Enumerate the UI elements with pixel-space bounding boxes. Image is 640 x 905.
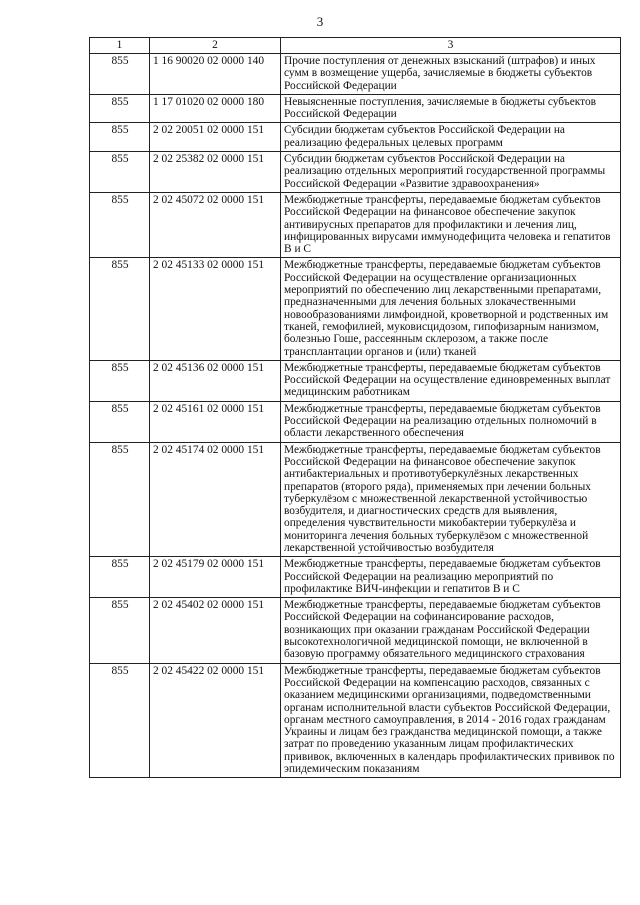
table-row bbox=[90, 663, 621, 778]
row-admin-code: 855 bbox=[90, 54, 150, 95]
row-budget-code: 2 02 45072 02 0000 151 bbox=[150, 192, 281, 257]
row-revenue-name: Межбюджетные трансферты, передаваемые бюджетам субъектов Российской Федерации на компенсацию расходов, связанных с оказанием медицинскими организациями, подведомственными органам исполнительной власти субъектов Российской Федерации, органам местного самоуправления, в 2014 - 2016 годах гражданам Украины и лицам без гражданства медицинской помощи, а также затрат по проведению указанным лицам профилактических прививок, включенных в календарь профилактических прививок по эпидемическим показаниям bbox=[281, 663, 621, 778]
table-row bbox=[90, 442, 621, 557]
row-revenue-name: Межбюджетные трансферты, передаваемые бюджетам субъектов Российской Федерации на реализацию мероприятий по профилактике ВИЧ-инфекции и гепатитов В и С bbox=[281, 557, 621, 598]
table-row bbox=[90, 401, 621, 442]
row-budget-code: 2 02 45161 02 0000 151 bbox=[150, 401, 281, 442]
row-budget-code: 2 02 45136 02 0000 151 bbox=[150, 360, 281, 401]
table-row bbox=[90, 360, 621, 401]
row-budget-code: 2 02 45422 02 0000 151 bbox=[150, 663, 281, 778]
row-revenue-name: Невыясненные поступления, зачисляемые в бюджеты субъектов Российской Федерации bbox=[281, 94, 621, 123]
row-admin-code: 855 bbox=[90, 401, 150, 442]
row-admin-code: 855 bbox=[90, 557, 150, 598]
row-revenue-name: Межбюджетные трансферты, передаваемые бюджетам субъектов Российской Федерации на осуществление единовременных выплат медицинским работникам bbox=[281, 360, 621, 401]
table-row bbox=[90, 123, 621, 152]
row-admin-code: 855 bbox=[90, 94, 150, 123]
row-revenue-name: Межбюджетные трансферты, передаваемые бюджетам субъектов Российской Федерации на осуществление организационных мероприятий по обеспечению лиц лекарственными препаратами, предназначенными для лечения больных злокачественными новообразованиями лимфоидной, кроветворной и родственных им тканей, гемофилией, муковисцидозом, гипофизарным нанизмом, болезнью Гоше, рассеянным склерозом, а также после трансплантации органов и (или) тканей bbox=[281, 258, 621, 360]
column-header-name: 3 bbox=[281, 38, 621, 54]
table-row bbox=[90, 152, 621, 193]
row-budget-code: 1 17 01020 02 0000 180 bbox=[150, 94, 281, 123]
row-admin-code: 855 bbox=[90, 192, 150, 257]
table-row bbox=[90, 598, 621, 663]
row-budget-code: 2 02 45174 02 0000 151 bbox=[150, 442, 281, 557]
table-row bbox=[90, 192, 621, 257]
row-admin-code: 855 bbox=[90, 123, 150, 152]
row-revenue-name: Субсидии бюджетам субъектов Российской Федерации на реализацию отдельных мероприятий государственной программы Российской Федерации «Развитие здравоохранения» bbox=[281, 152, 621, 193]
row-budget-code: 2 02 20051 02 0000 151 bbox=[150, 123, 281, 152]
row-budget-code: 2 02 45179 02 0000 151 bbox=[150, 557, 281, 598]
row-revenue-name: Межбюджетные трансферты, передаваемые бюджетам субъектов Российской Федерации на финансовое обеспечение закупок антивирусных препаратов для профилактики и лечения лиц, инфицированных вирусами иммунодефицита человека и гепатитов В и С bbox=[281, 192, 621, 257]
row-admin-code: 855 bbox=[90, 598, 150, 663]
row-revenue-name: Субсидии бюджетам субъектов Российской Федерации на реализацию федеральных целевых программ bbox=[281, 123, 621, 152]
table-row bbox=[90, 94, 621, 123]
row-revenue-name: Межбюджетные трансферты, передаваемые бюджетам субъектов Российской Федерации на реализацию отдельных полномочий в области лекарственного обеспечения bbox=[281, 401, 621, 442]
row-budget-code: 2 02 45133 02 0000 151 bbox=[150, 258, 281, 360]
row-revenue-name: Прочие поступления от денежных взысканий (штрафов) и иных сумм в возмещение ущерба, зачисляемые в бюджеты субъектов Российской Федерации bbox=[281, 54, 621, 95]
table-row bbox=[90, 557, 621, 598]
column-header-admin: 1 bbox=[90, 38, 150, 54]
row-admin-code: 855 bbox=[90, 663, 150, 778]
table-row bbox=[90, 54, 621, 95]
table-header-row bbox=[90, 38, 621, 54]
row-revenue-name: Межбюджетные трансферты, передаваемые бюджетам субъектов Российской Федерации на софинансирование расходов, возникающих при оказании гражданам Российской Федерации высокотехнологичной медицинской помощи, не включенной в базовую программу обязательного медицинского страхования bbox=[281, 598, 621, 663]
budget-revenue-table bbox=[89, 37, 621, 778]
row-budget-code: 2 02 25382 02 0000 151 bbox=[150, 152, 281, 193]
row-admin-code: 855 bbox=[90, 360, 150, 401]
page-number: 3 bbox=[316, 14, 324, 29]
row-admin-code: 855 bbox=[90, 442, 150, 557]
row-revenue-name: Межбюджетные трансферты, передаваемые бюджетам субъектов Российской Федерации на финансовое обеспечение закупок антибактериальных и противотуберкулёзных лекарственных препаратов (второго ряда), применяемых при лечении больных туберкулёзом с множественной лекарственной устойчивостью возбудителя, и диагностических средств для выявления, определения чувствительности микобактерии туберкулёза и мониторинга лечения больных туберкулёзом с множественной лекарственной устойчивостью возбудителя bbox=[281, 442, 621, 557]
row-admin-code: 855 bbox=[90, 152, 150, 193]
column-header-code: 2 bbox=[150, 38, 281, 54]
row-budget-code: 1 16 90020 02 0000 140 bbox=[150, 54, 281, 95]
table-row bbox=[90, 258, 621, 360]
row-admin-code: 855 bbox=[90, 258, 150, 360]
row-budget-code: 2 02 45402 02 0000 151 bbox=[150, 598, 281, 663]
